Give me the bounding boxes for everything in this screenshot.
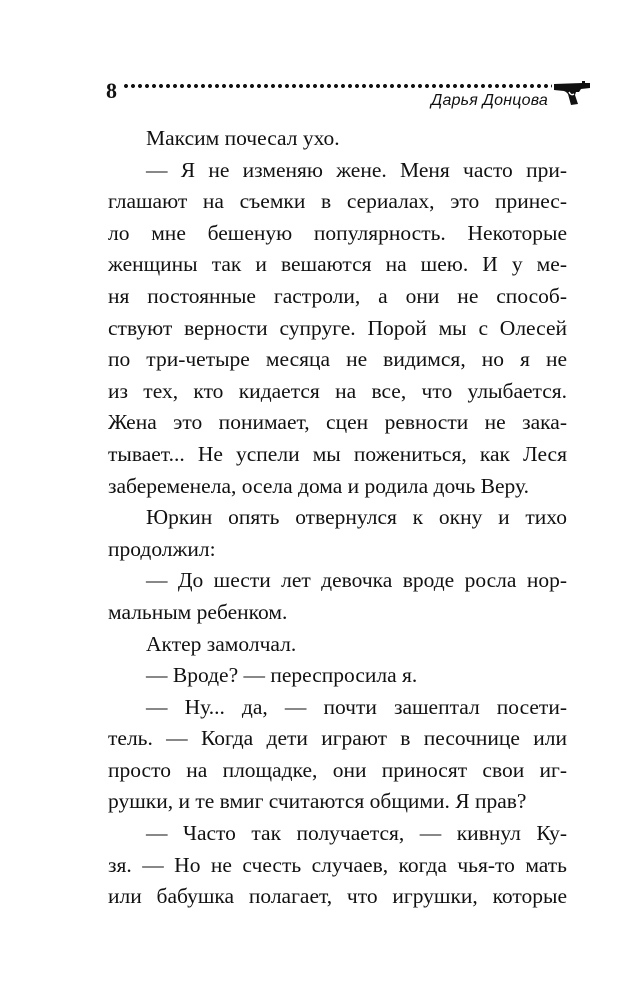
text-line: Максим почесал ухо. bbox=[146, 126, 340, 150]
text-line: или бабушка полагает, что игрушки, которые bbox=[108, 884, 567, 909]
text-line: продолжил: bbox=[108, 536, 216, 561]
text-line: глашают на съемки в сериалах, это принес- bbox=[108, 189, 567, 214]
page-number: 8 bbox=[106, 78, 117, 103]
body-text bbox=[108, 123, 567, 913]
text-line: мальным ребенком. bbox=[108, 599, 288, 624]
text-line: из тех, кто кидается на все, что улыбается. bbox=[108, 378, 567, 403]
text-line: по три-четыре месяца не видимся, но я не bbox=[108, 347, 567, 372]
text-line: — Я не изменяю жене. Меня часто при- bbox=[146, 157, 567, 182]
text-line: зя. — Но не счесть случаев, когда чья-то мать bbox=[108, 852, 567, 877]
text-line: Актер замолчал. bbox=[146, 631, 297, 656]
text-line: тывает... Не успели мы пожениться, как Леся bbox=[108, 441, 567, 466]
text-line: — Вроде? — переспросила я. bbox=[146, 663, 418, 688]
text-line: ло мне бешеную популярность. Некоторые bbox=[108, 220, 567, 245]
text-line: Жена это понимает, сцен ревности не зака- bbox=[108, 410, 567, 435]
text-line: забеременела, осела дома и родила дочь Веру. bbox=[108, 473, 529, 498]
text-line: — Ну... да, — почти зашептал посети- bbox=[146, 694, 567, 719]
text-line: тель. — Когда дети играют в песочнице или bbox=[108, 726, 567, 751]
running-head-author: Дарья Донцова bbox=[431, 92, 548, 109]
text-line: рушки, и те вмиг считаются общими. Я прав? bbox=[108, 789, 527, 814]
text-line: — До шести лет девочка вроде росла нор- bbox=[146, 568, 567, 593]
revolver-icon bbox=[552, 80, 592, 106]
dotted-leader bbox=[124, 84, 552, 90]
text-line: ствуют верности супруге. Порой мы с Олесей bbox=[108, 315, 567, 340]
text-line: просто на площадке, они приносят свои иг- bbox=[108, 757, 567, 782]
text-line: Юркин опять отвернулся к окну и тихо bbox=[146, 505, 567, 530]
text-line: — Часто так получается, — кивнул Ку- bbox=[146, 821, 567, 846]
text-line: ня постоянные гастроли, а они не способ- bbox=[108, 283, 567, 308]
text-line: женщины так и вешаются на шею. И у ме- bbox=[108, 252, 567, 277]
